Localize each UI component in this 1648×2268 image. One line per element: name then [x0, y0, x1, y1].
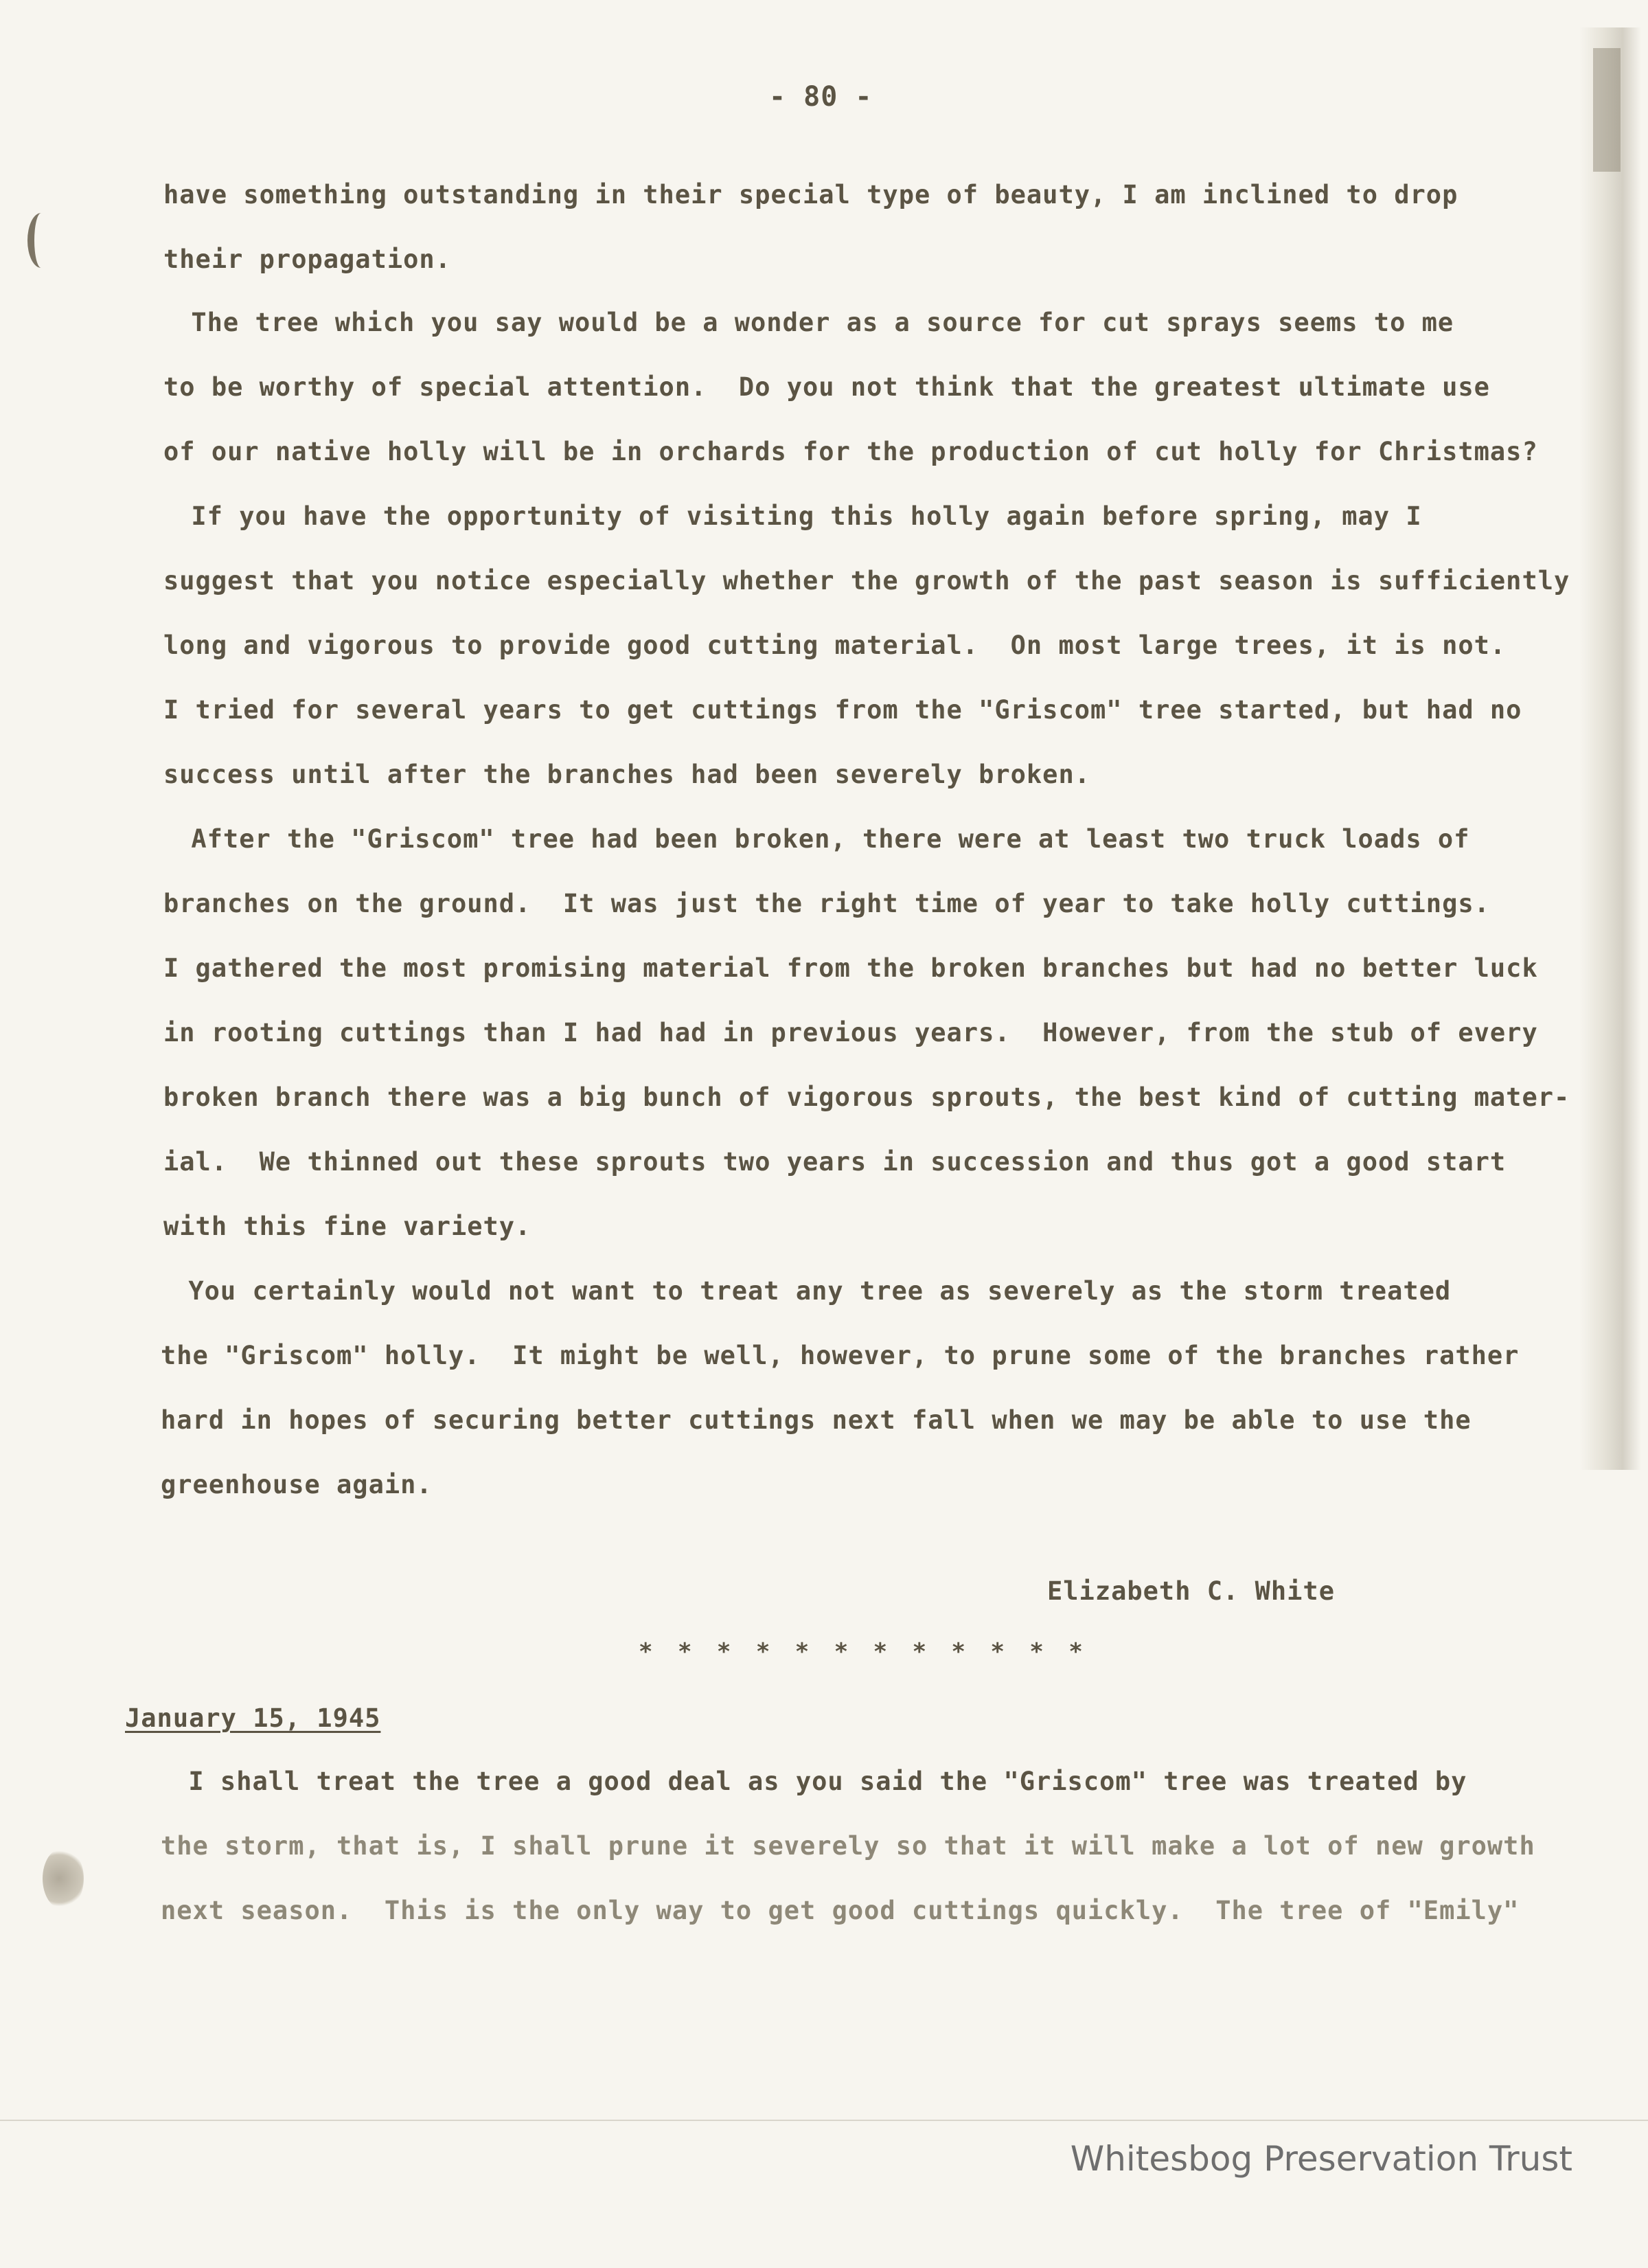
text-line: with this fine variety.	[163, 1212, 531, 1241]
text-line: the "Griscom" holly. It might be well, however, to prune some of the branches rather	[161, 1341, 1520, 1370]
text-line: next season. This is the only way to get good cuttings quickly. The tree of "Emily"	[161, 1896, 1520, 1925]
text-line: You certainly would not want to treat any tree as severely as the storm treated	[108, 1276, 1452, 1306]
text-line: suggest that you notice especially whether the growth of the past season is sufficiently	[163, 566, 1570, 596]
text-line: in rooting cuttings than I had had in previous years. However, from the stub of every	[163, 1018, 1538, 1047]
paper-edge-stain	[1579, 27, 1641, 1470]
page-bottom-rule	[0, 2120, 1648, 2121]
text-line: broken branch there was a big bunch of vigorous sprouts, the best kind of cutting mater-	[163, 1082, 1570, 1112]
punch-hole-top	[27, 213, 55, 268]
text-line: long and vigorous to provide good cutting material. On most large trees, it is not.	[163, 631, 1507, 660]
text-line: have something outstanding in their special type of beauty, I am inclined to drop	[163, 180, 1458, 209]
text-line: After the "Griscom" tree had been broken, there were at least two truck loads of	[111, 824, 1470, 854]
date-heading: January 15, 1945	[125, 1703, 381, 1733]
text-line: I shall treat the tree a good deal as you said the "Griscom" tree was treated by	[108, 1767, 1467, 1796]
text-line: The tree which you say would be a wonder as a source for cut sprays seems to me	[111, 308, 1454, 337]
text-line: I tried for several years to get cuttings from the "Griscom" tree started, but had no	[163, 695, 1522, 725]
text-line: success until after the branches had been severely broken.	[163, 760, 1091, 789]
text-line: If you have the opportunity of visiting this holly again before spring, may I	[111, 501, 1422, 531]
text-line: to be worthy of special attention. Do you not think that the greatest ultimate use	[163, 372, 1490, 402]
page-number: - 80 -	[769, 81, 873, 113]
section-separator: * * * * * * * * * * * *	[639, 1638, 1088, 1666]
punch-hole-bottom	[43, 1848, 84, 1909]
watermark: Whitesbog Preservation Trust	[1070, 2139, 1572, 2179]
text-line: the storm, that is, I shall prune it severely so that it will make a lot of new growth	[161, 1831, 1535, 1861]
text-line: of our native holly will be in orchards for the production of cut holly for Christmas?	[163, 437, 1538, 466]
text-line: I gathered the most promising material from the broken branches but had no better luck	[163, 953, 1538, 983]
text-line: their propagation.	[163, 245, 451, 274]
text-line: hard in hopes of securing better cuttings next fall when we may be able to use the	[161, 1405, 1472, 1435]
signature: Elizabeth C. White	[1047, 1576, 1335, 1606]
text-line: branches on the ground. It was just the right time of year to take holly cuttings.	[163, 889, 1490, 918]
paper-edge-mark	[1593, 48, 1621, 172]
text-line: ial. We thinned out these sprouts two years in succession and thus got a good start	[163, 1147, 1507, 1177]
text-line: greenhouse again.	[161, 1470, 433, 1499]
